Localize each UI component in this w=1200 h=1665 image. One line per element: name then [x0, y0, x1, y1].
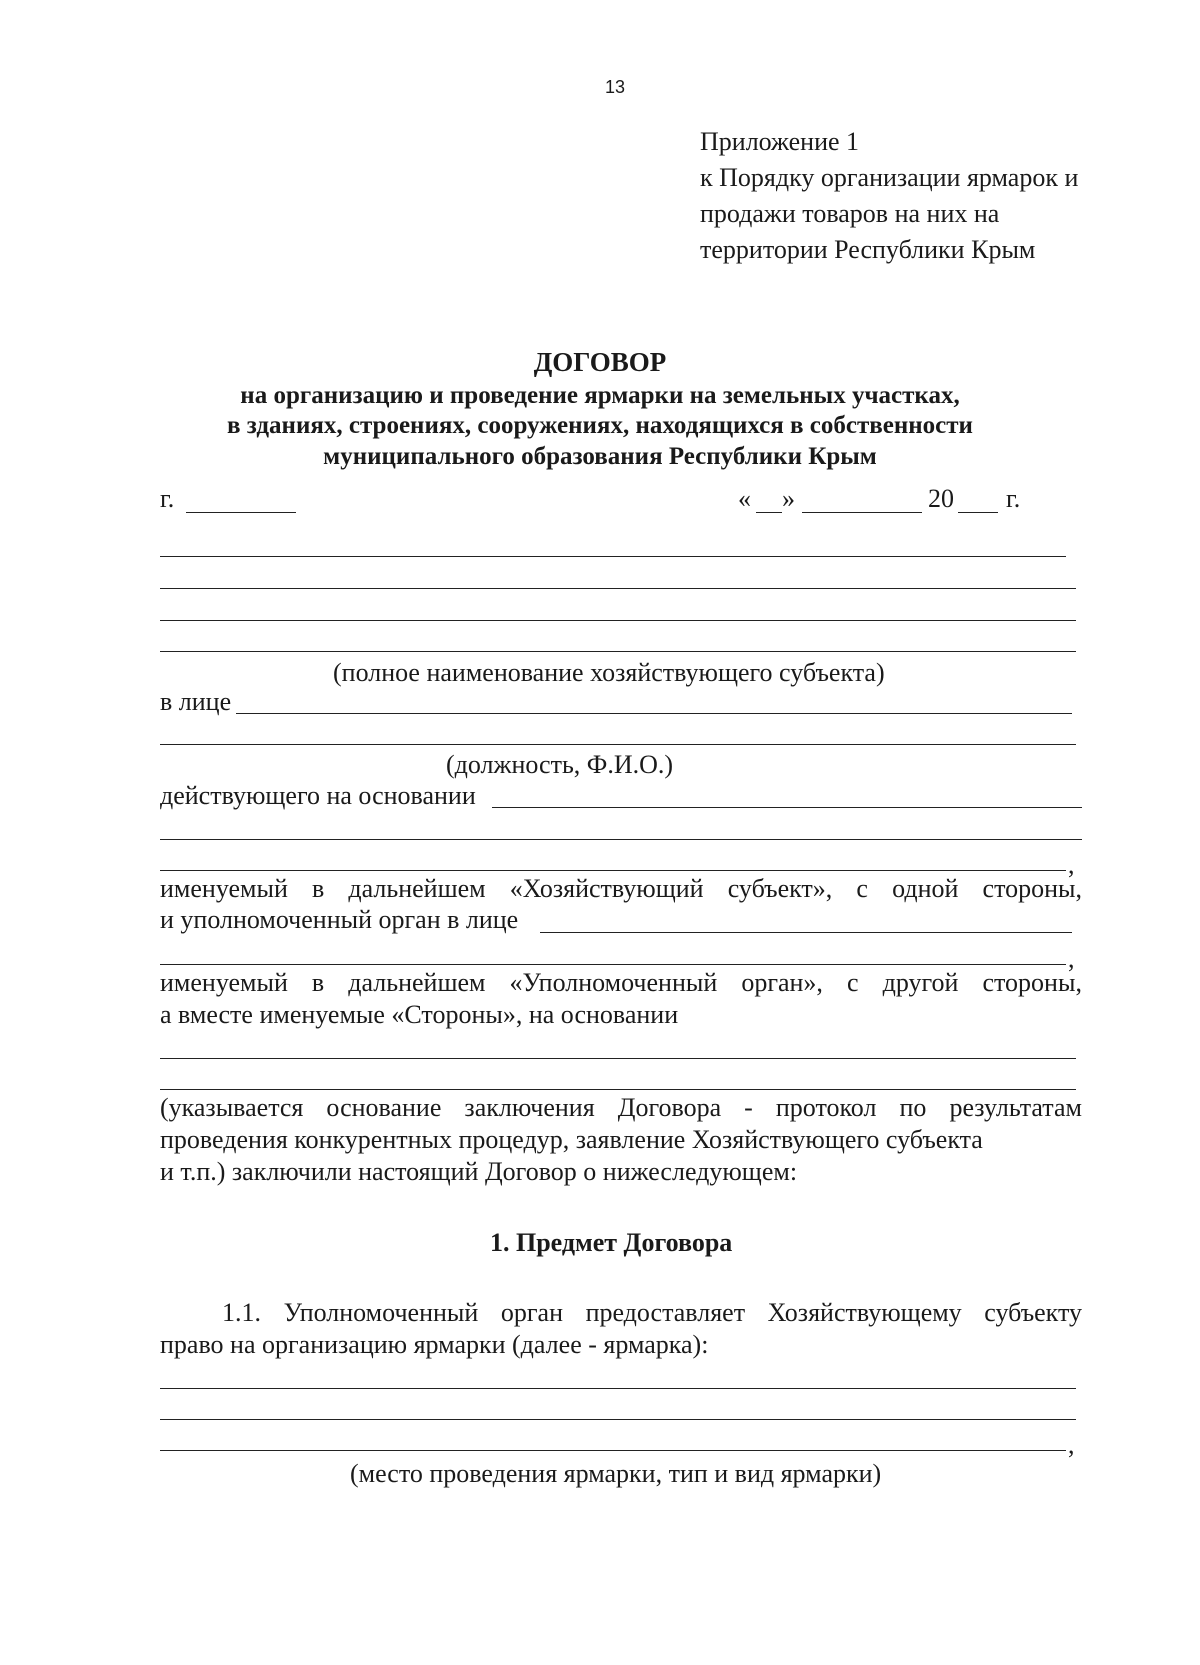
authorized-body-person-field[interactable] [540, 932, 1072, 933]
word: одной [892, 874, 959, 903]
word: субъекту [984, 1298, 1082, 1327]
word: дальнейшем [348, 874, 486, 903]
appendix-line-4: территории Республики Крым [700, 235, 1036, 264]
word: орган», [741, 968, 823, 997]
document-title: ДОГОВОР [533, 347, 667, 377]
acting-basis-line-2[interactable] [160, 839, 1082, 840]
word: результатам [949, 1093, 1082, 1122]
basis-note-line-1 [160, 1093, 1082, 1123]
party2-paragraph-line-1 [160, 968, 1082, 998]
venue-line-2[interactable] [160, 1419, 1076, 1420]
city-field[interactable] [186, 512, 296, 513]
entity-name-line-2[interactable] [160, 588, 1076, 589]
word: (указывается [160, 1093, 304, 1122]
word: «Уполномоченный [509, 968, 718, 997]
word: Хозяйствующему [767, 1298, 962, 1327]
entity-name-line-4[interactable] [160, 651, 1076, 652]
authorized-body-comma: , [1068, 944, 1075, 973]
appendix-line-3: продажи товаров на них на [700, 199, 1000, 228]
word: предоставляет [585, 1298, 746, 1327]
in-person-label: в лице [160, 687, 232, 716]
word: с [847, 968, 859, 997]
word: с [856, 874, 868, 903]
entity-name-line-3[interactable] [160, 620, 1076, 621]
word: Уполномоченный [283, 1298, 479, 1327]
venue-line-1[interactable] [160, 1388, 1076, 1389]
entity-name-caption: (полное наименование хозяйствующего субъекта) [333, 658, 885, 687]
word: стороны, [982, 874, 1082, 903]
word: орган [500, 1298, 563, 1327]
entity-name-line-1[interactable] [160, 556, 1066, 557]
document-subtitle-1: на организацию и проведение ярмарки на земельных участках, [240, 382, 960, 409]
word: - [744, 1093, 753, 1122]
acting-basis-label: действующего на основании [160, 781, 476, 810]
date-year-prefix: 20 [928, 484, 954, 513]
acting-basis-field[interactable] [492, 807, 1082, 808]
section-1-heading: 1. Предмет Договора [490, 1228, 733, 1257]
word: дальнейшем [348, 968, 486, 997]
word: именуемый [160, 968, 288, 997]
section-1-1-line-1 [222, 1298, 1082, 1328]
date-year-field[interactable] [958, 512, 998, 513]
date-open-quote: « [738, 484, 751, 513]
date-day-field[interactable] [756, 512, 782, 513]
word: протокол [775, 1093, 877, 1122]
word: другой [882, 968, 959, 997]
party1-paragraph-line-1 [160, 874, 1082, 904]
acting-basis-comma: , [1068, 850, 1075, 879]
word: Договора [617, 1093, 722, 1122]
authorized-body-person-line-2[interactable] [160, 964, 1066, 965]
word: именуемый [160, 874, 288, 903]
appendix-line-2: к Порядку организации ярмарок и [700, 163, 1079, 192]
basis-note-line-2: проведения конкурентных процедур, заявление Хозяйствующего субъекта [160, 1125, 983, 1154]
party1-paragraph-line-2: и уполномоченный орган в лице [160, 905, 519, 934]
basis-line-1[interactable] [160, 1058, 1076, 1059]
venue-comma: , [1068, 1430, 1075, 1459]
position-caption: (должность, Ф.И.О.) [446, 750, 674, 779]
acting-basis-line-3[interactable] [160, 870, 1066, 871]
word: «Хозяйствующий [509, 874, 704, 903]
word: в [311, 968, 325, 997]
word: заключения [464, 1093, 595, 1122]
venue-line-3[interactable] [160, 1450, 1066, 1451]
in-person-field[interactable] [236, 713, 1072, 714]
date-close-quote: » [782, 484, 795, 513]
date-year-suffix: г. [1006, 484, 1021, 513]
section-1-1-line-2: право на организацию ярмарки (далее - ярмарка): [160, 1330, 709, 1359]
word: по [899, 1093, 927, 1122]
city-prefix: г. [160, 484, 175, 513]
document-subtitle-2: в зданиях, строениях, сооружениях, находящихся в собственности [227, 412, 973, 439]
word: основание [326, 1093, 442, 1122]
basis-line-2[interactable] [160, 1089, 1076, 1090]
venue-caption: (место проведения ярмарки, тип и вид ярмарки) [350, 1459, 882, 1488]
date-month-field[interactable] [802, 512, 922, 513]
party2-paragraph-line-2: а вместе именуемые «Стороны», на основании [160, 1000, 679, 1029]
basis-note-line-3: и т.п.) заключили настоящий Договор о нижеследующем: [160, 1157, 798, 1186]
word: стороны, [982, 968, 1082, 997]
word: субъект», [727, 874, 833, 903]
word: в [311, 874, 325, 903]
position-line[interactable] [160, 744, 1076, 745]
appendix-line-1: Приложение 1 [700, 127, 860, 156]
document-subtitle-3: муниципального образования Республики Крым [323, 443, 877, 470]
page-number: 13 [605, 77, 626, 97]
word: 1.1. [222, 1298, 261, 1327]
